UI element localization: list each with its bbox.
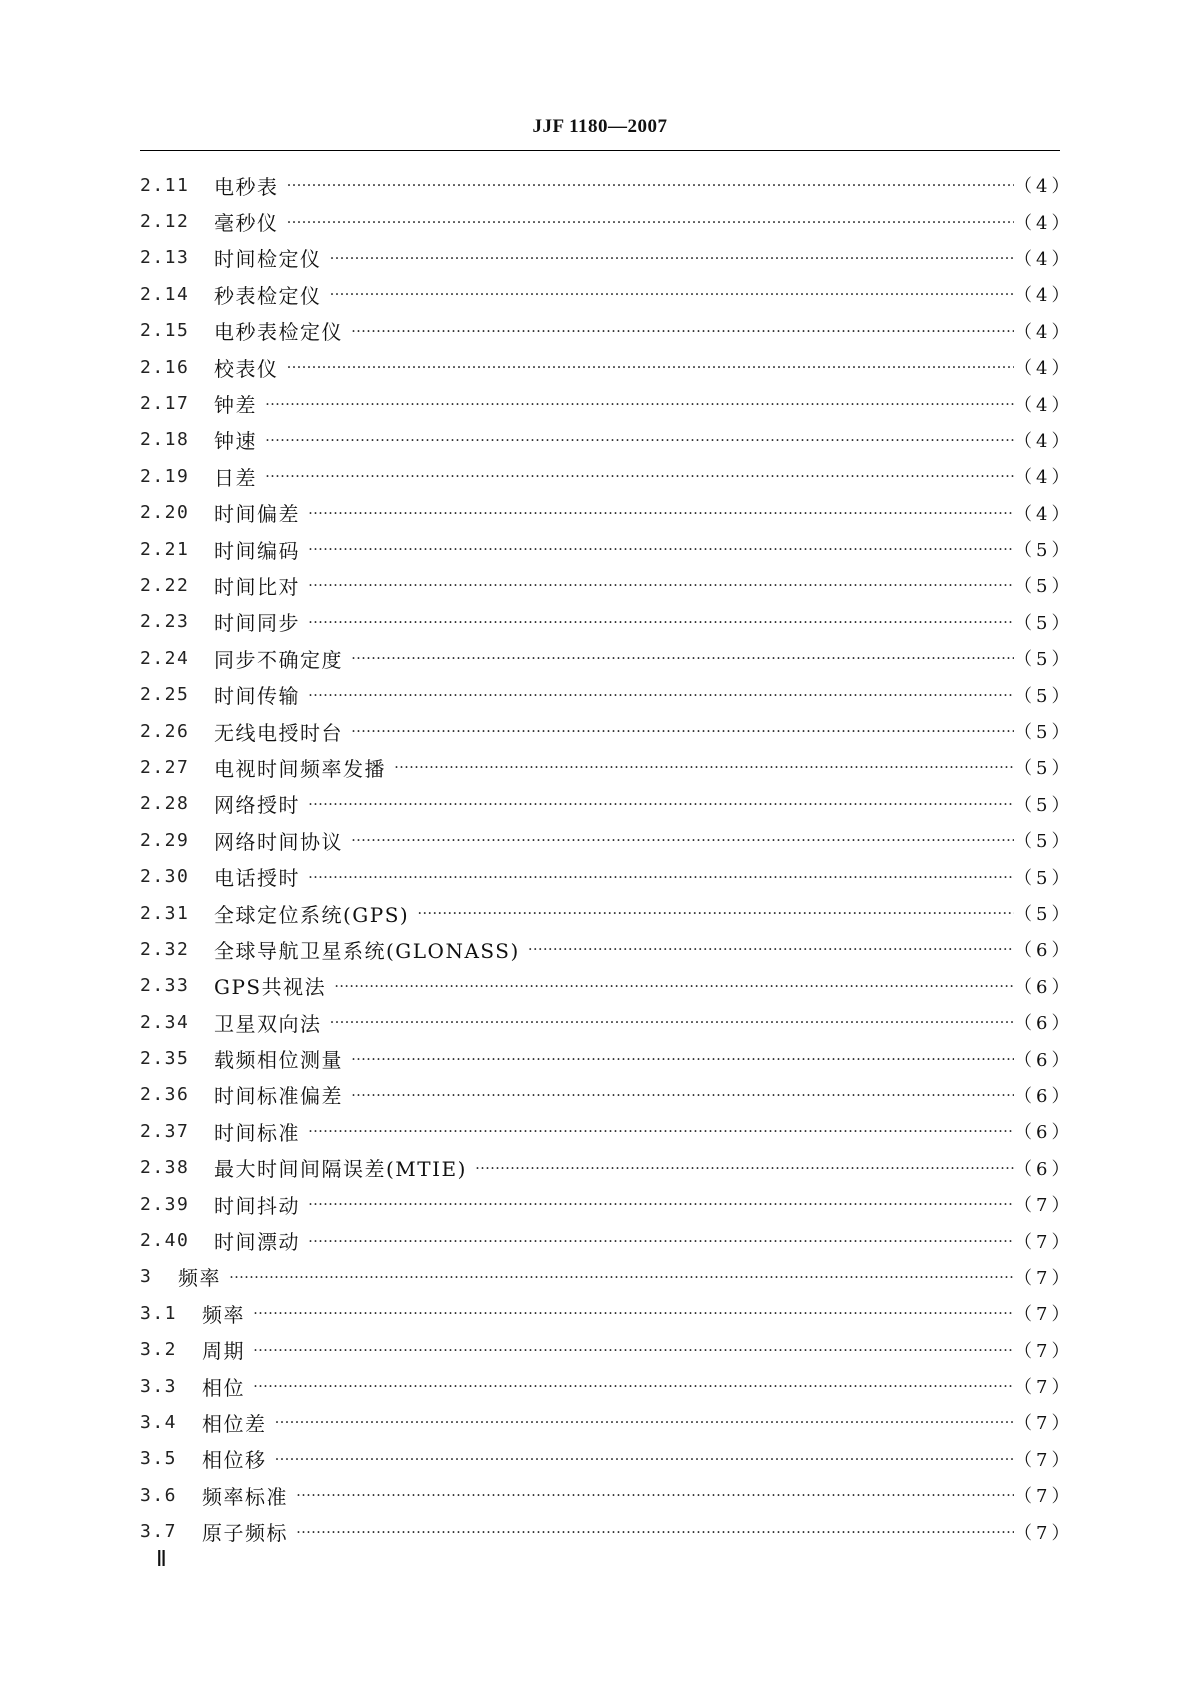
toc-leader-dots xyxy=(308,574,1014,596)
toc-entry-page: （6） xyxy=(1014,1049,1074,1071)
toc-entry[interactable] xyxy=(140,1150,1074,1186)
toc-entry-number: 2.13 xyxy=(140,247,190,269)
toc-entry-page: （4） xyxy=(1014,212,1074,234)
document-code-header: JJF 1180—2007 xyxy=(532,116,668,137)
toc-entry-number: 3.5 xyxy=(140,1448,178,1470)
toc-leader-dots xyxy=(417,902,1014,924)
toc-entry-number: 2.26 xyxy=(140,720,190,742)
toc-entry-number: 3.4 xyxy=(140,1411,178,1433)
toc-entry-title: 全球定位系统(GPS) xyxy=(214,902,410,927)
toc-entry-title: 时间漂动 xyxy=(214,1230,300,1255)
toc-entry-number: 3.2 xyxy=(140,1339,178,1361)
toc-entry[interactable] xyxy=(140,1259,1074,1295)
toc-entry-page: （4） xyxy=(1014,503,1074,525)
toc-entry[interactable] xyxy=(140,1441,1074,1477)
toc-entry-number: 3.1 xyxy=(140,1302,178,1324)
toc-entry-title: 时间编码 xyxy=(214,538,300,563)
toc-entry[interactable] xyxy=(140,1113,1074,1149)
toc-entry-page: （5） xyxy=(1014,649,1074,671)
toc-entry-number: 2.32 xyxy=(140,938,190,960)
toc-entry-number: 2.33 xyxy=(140,975,190,997)
toc-entry-number: 2.18 xyxy=(140,429,190,451)
toc-leader-dots xyxy=(275,1448,1015,1470)
toc-leader-dots xyxy=(287,356,1015,378)
toc-entry-number: 2.24 xyxy=(140,647,190,669)
toc-entry-number: 2.34 xyxy=(140,1011,190,1033)
toc-entry[interactable] xyxy=(140,931,1074,967)
toc-entry-number: 2.11 xyxy=(140,174,190,196)
toc-entry[interactable] xyxy=(140,858,1074,894)
toc-entry-title: 电话授时 xyxy=(214,866,300,891)
toc-entry[interactable] xyxy=(140,1404,1074,1440)
toc-entry-number: 2.22 xyxy=(140,574,190,596)
toc-entry[interactable] xyxy=(140,203,1074,239)
toc-entry-title: 时间比对 xyxy=(214,574,300,599)
toc-entry-title: 时间检定仪 xyxy=(214,247,322,272)
toc-entry-page: （7） xyxy=(1014,1486,1074,1508)
toc-entry-title: 校表仪 xyxy=(214,356,279,381)
toc-entry-page: （7） xyxy=(1014,1267,1074,1289)
toc-leader-dots xyxy=(308,793,1014,815)
toc-entry-title: 无线电授时台 xyxy=(214,720,343,745)
toc-entry-page: （4） xyxy=(1014,321,1074,343)
toc-leader-dots xyxy=(330,1011,1015,1033)
toc-entry-title: 时间抖动 xyxy=(214,1193,300,1218)
toc-entry[interactable] xyxy=(140,895,1074,931)
toc-entry-page: （7） xyxy=(1014,1522,1074,1544)
toc-entry-page: （6） xyxy=(1014,1158,1074,1180)
toc-entry-title: 频率 xyxy=(178,1266,221,1291)
toc-leader-dots xyxy=(253,1375,1014,1397)
toc-leader-dots xyxy=(275,1411,1015,1433)
toc-leader-dots xyxy=(351,1048,1014,1070)
toc-leader-dots xyxy=(334,975,1014,997)
toc-entry-number: 3.7 xyxy=(140,1521,178,1543)
toc-entry-title: 时间传输 xyxy=(214,684,300,709)
toc-entry-title: 卫星双向法 xyxy=(214,1011,322,1036)
toc-entry-page: （6） xyxy=(1014,1122,1074,1144)
toc-entry-number: 3.3 xyxy=(140,1375,178,1397)
toc-entry-title: 电视时间频率发播 xyxy=(214,756,386,781)
toc-entry-page: （7） xyxy=(1014,1340,1074,1362)
toc-entry-page: （5） xyxy=(1014,794,1074,816)
toc-entry-page: （7） xyxy=(1014,1231,1074,1253)
toc-leader-dots xyxy=(265,429,1014,451)
toc-entry-page: （7） xyxy=(1014,1377,1074,1399)
toc-entry[interactable] xyxy=(140,1513,1074,1549)
toc-leader-dots xyxy=(330,247,1015,269)
toc-entry[interactable] xyxy=(140,313,1074,349)
toc-entry-title: 频率标准 xyxy=(202,1484,288,1509)
toc-leader-dots xyxy=(351,829,1014,851)
toc-entry-title: 时间标准 xyxy=(214,1120,300,1145)
toc-entry-number: 2.25 xyxy=(140,684,190,706)
toc-entry[interactable] xyxy=(140,385,1074,421)
toc-entry[interactable] xyxy=(140,422,1074,458)
toc-entry-page: （5） xyxy=(1014,540,1074,562)
toc-entry-page: （7） xyxy=(1014,1449,1074,1471)
toc-entry-title: 同步不确定度 xyxy=(214,647,343,672)
toc-entry-title: GPS共视法 xyxy=(214,975,327,1000)
toc-leader-dots xyxy=(296,1521,1014,1543)
toc-entry[interactable] xyxy=(140,167,1074,203)
toc-leader-dots xyxy=(287,211,1015,233)
toc-entry-title: 相位差 xyxy=(202,1411,267,1436)
toc-entry-number: 2.15 xyxy=(140,320,190,342)
toc-entry-number: 2.28 xyxy=(140,793,190,815)
toc-leader-dots xyxy=(253,1339,1014,1361)
toc-entry[interactable] xyxy=(140,240,1074,276)
toc-entry-page: （4） xyxy=(1014,248,1074,270)
toc-entry-title: 网络授时 xyxy=(214,793,300,818)
toc-entry-page: （5） xyxy=(1014,904,1074,925)
toc-entry-title: 时间偏差 xyxy=(214,502,300,527)
toc-entry[interactable] xyxy=(140,1332,1074,1368)
toc-leader-dots xyxy=(265,393,1014,415)
toc-entry-title: 电秒表检定仪 xyxy=(214,320,343,345)
toc-leader-dots xyxy=(351,320,1014,342)
toc-entry-page: （4） xyxy=(1014,394,1074,416)
toc-leader-dots xyxy=(528,938,1014,960)
toc-entry-page: （5） xyxy=(1014,867,1074,889)
toc-leader-dots xyxy=(475,1157,1014,1179)
toc-leader-dots xyxy=(308,1230,1014,1252)
toc-entry-number: 2.16 xyxy=(140,356,190,378)
toc-entry-number: 2.12 xyxy=(140,211,190,233)
toc-entry-title: 时间标准偏差 xyxy=(214,1084,343,1109)
toc-entry[interactable] xyxy=(140,1077,1074,1113)
toc-leader-dots xyxy=(308,538,1014,560)
toc-entry-number: 2.37 xyxy=(140,1120,190,1142)
toc-entry-page: （6） xyxy=(1014,1013,1074,1035)
toc-leader-dots xyxy=(394,756,1014,778)
toc-entry[interactable] xyxy=(140,822,1074,858)
toc-entry-number: 2.23 xyxy=(140,611,190,633)
toc-entry-number: 2.29 xyxy=(140,829,190,851)
toc-entry-number: 2.27 xyxy=(140,756,190,778)
toc-entry[interactable] xyxy=(140,786,1074,822)
toc-entry[interactable] xyxy=(140,676,1074,712)
toc-entry-number: 2.17 xyxy=(140,393,190,415)
toc-entry[interactable] xyxy=(140,640,1074,676)
toc-entry-title: 全球导航卫星系统(GLONASS) xyxy=(214,938,520,963)
toc-entry-title: 日差 xyxy=(214,465,257,490)
toc-entry-page: （7） xyxy=(1014,1304,1074,1326)
toc-entry-title: 载频相位测量 xyxy=(214,1048,343,1073)
toc-entry-page: （4） xyxy=(1014,176,1074,198)
toc-leader-dots xyxy=(330,283,1015,305)
toc-leader-dots xyxy=(308,1193,1014,1215)
toc-entry-number: 2.30 xyxy=(140,866,190,888)
toc-entry-number: 3.6 xyxy=(140,1484,178,1506)
toc-entry-page: （7） xyxy=(1014,1195,1074,1217)
toc-entry[interactable] xyxy=(140,349,1074,385)
toc-entry-page: （5） xyxy=(1014,722,1074,744)
toc-entry-title: 电秒表 xyxy=(214,174,279,199)
toc-entry-title: 秒表检定仪 xyxy=(214,283,322,308)
toc-entry-number: 2.31 xyxy=(140,902,190,924)
toc-entry-title: 最大时间间隔误差(MTIE) xyxy=(214,1157,467,1182)
toc-entry-page: （5） xyxy=(1014,685,1074,707)
toc-entry[interactable] xyxy=(140,1186,1074,1222)
toc-entry-number: 2.21 xyxy=(140,538,190,560)
toc-leader-dots xyxy=(287,174,1015,196)
toc-entry[interactable] xyxy=(140,1368,1074,1404)
toc-entry-number: 2.19 xyxy=(140,465,190,487)
toc-entry-title: 钟速 xyxy=(214,429,257,454)
toc-entry-number: 2.38 xyxy=(140,1157,190,1179)
toc-leader-dots xyxy=(308,684,1014,706)
toc-entry[interactable] xyxy=(140,604,1074,640)
toc-entry[interactable] xyxy=(140,567,1074,603)
toc-entry-page: （6） xyxy=(1014,940,1074,962)
toc-entry-title: 原子频标 xyxy=(202,1521,288,1546)
toc-leader-dots xyxy=(351,647,1014,669)
toc-entry[interactable] xyxy=(140,1222,1074,1258)
toc-entry[interactable] xyxy=(140,713,1074,749)
toc-entry[interactable] xyxy=(140,1295,1074,1331)
toc-entry[interactable] xyxy=(140,1040,1074,1076)
toc-entry[interactable] xyxy=(140,1477,1074,1513)
toc-entry-number: 2.20 xyxy=(140,502,190,524)
toc-entry[interactable] xyxy=(140,276,1074,312)
toc-entry[interactable] xyxy=(140,531,1074,567)
toc-entry[interactable] xyxy=(140,749,1074,785)
toc-entry-page: （4） xyxy=(1014,285,1074,307)
toc-entry[interactable] xyxy=(140,458,1074,494)
toc-leader-dots xyxy=(308,502,1014,524)
toc-entry-number: 2.36 xyxy=(140,1084,190,1106)
toc-leader-dots xyxy=(351,1084,1014,1106)
toc-entry-title: 网络时间协议 xyxy=(214,829,343,854)
toc-leader-dots xyxy=(308,1120,1014,1142)
toc-leader-dots xyxy=(229,1266,1014,1288)
toc-entry-number: 2.40 xyxy=(140,1230,190,1252)
toc-entry-number: 2.14 xyxy=(140,283,190,305)
toc-entry-page: （4） xyxy=(1014,430,1074,452)
toc-entry-page: （6） xyxy=(1014,976,1074,998)
toc-leader-dots xyxy=(308,611,1014,633)
toc-entry-number: 2.35 xyxy=(140,1048,190,1070)
toc-entry-page: （5） xyxy=(1014,758,1074,780)
toc-entry-title: 相位 xyxy=(202,1375,245,1400)
toc-leader-dots xyxy=(308,866,1014,888)
toc-entry-page: （7） xyxy=(1014,1413,1074,1435)
header-rule xyxy=(140,150,1060,151)
toc-leader-dots xyxy=(296,1484,1014,1506)
toc-entry-number: 2.39 xyxy=(140,1193,190,1215)
toc-entry-page: （5） xyxy=(1014,576,1074,598)
toc-leader-dots xyxy=(253,1302,1014,1324)
toc-entry-number: 3 xyxy=(140,1266,153,1288)
toc-entry-page: （5） xyxy=(1014,612,1074,634)
toc-entry[interactable] xyxy=(140,968,1074,1004)
toc-entry[interactable] xyxy=(140,1004,1074,1040)
toc-entry-title: 相位移 xyxy=(202,1448,267,1473)
toc-entry-page: （6） xyxy=(1014,1085,1074,1107)
toc-leader-dots xyxy=(351,720,1014,742)
page-number: Ⅱ xyxy=(156,1546,167,1571)
table-of-contents xyxy=(140,167,1074,1550)
toc-entry-title: 时间同步 xyxy=(214,611,300,636)
toc-leader-dots xyxy=(265,465,1014,487)
toc-entry-title: 周期 xyxy=(202,1339,245,1364)
toc-entry-page: （4） xyxy=(1014,467,1074,489)
toc-entry-page: （4） xyxy=(1014,358,1074,380)
toc-entry-title: 频率 xyxy=(202,1302,245,1327)
toc-entry-page: （5） xyxy=(1014,831,1074,853)
toc-entry-title: 钟差 xyxy=(214,393,257,418)
toc-entry[interactable] xyxy=(140,495,1074,531)
toc-entry-title: 毫秒仪 xyxy=(214,211,279,236)
